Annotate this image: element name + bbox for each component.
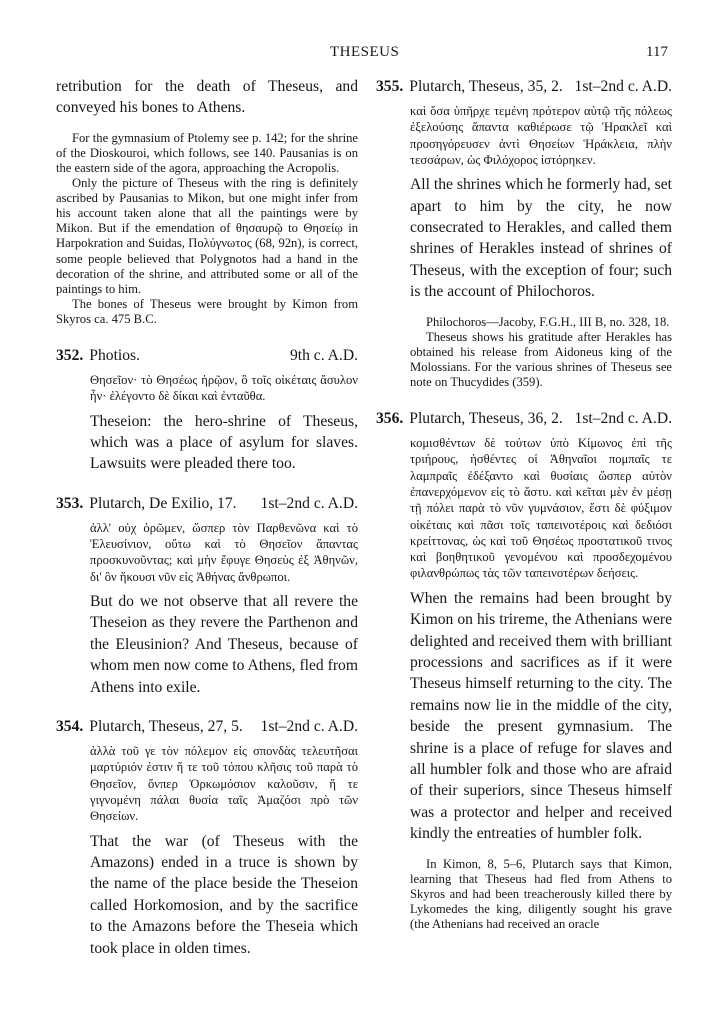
entry-number: 356.	[376, 410, 404, 428]
entry-355-heading	[376, 76, 672, 97]
entry-date: 1st–2nd c. A.D.	[574, 410, 672, 428]
entry-source: Plutarch, Theseus, 27, 5.	[89, 718, 243, 736]
intro-text: retribution for the death of Theseus, and conveyed his bones to Athens.	[56, 78, 358, 117]
entry-source: Plutarch, Theseus, 36, 2.	[409, 410, 563, 428]
page-number: 117	[646, 44, 668, 60]
entry-354-translation: That the war (of Theseus with the Amazons) ended in a truce is shown by the name of the place beside the Theseion called Horkomosion, and by the sacrifice to the Amazons before the Theseia which took place in olden times.	[90, 832, 358, 957]
entry-number: 355.	[376, 78, 404, 95]
note-kimon: In Kimon, 8, 5–6, Plutarch says that Kimon, learning that Theseus had fled from Athens to Skyros and had been treacherously killed there by Lykomedes the king, diligently sought his grave (the Athenians had received an oracle	[410, 856, 672, 932]
running-title: THESEUS	[330, 44, 400, 60]
entry-date: 1st–2nd c. A.D.	[260, 494, 358, 512]
entry-date: 1st–2nd c. A.D.	[260, 718, 358, 736]
entry-353-heading	[56, 493, 358, 514]
entry-356-greek: κομισθέντων δὲ τούτων ὑπὸ Κίμωνος ἐπὶ τῆς τριήρους, ἡσθέντες οἱ Ἀθηναῖοι πομπαῖς τε λαμπραῖς ἐδέξαντο καὶ θυσίαις ὥσπερ αὐτὸν ἐπανερχόμενον εἰς τὸ ἄστυ. καὶ κεῖται μὲν ἐν μέσῃ τῇ πόλει παρὰ τὸ νῦν γυμνάσιον, ἔστι δὲ φύξιμον οἰκέταις καὶ πᾶσι τοῖς ταπεινοτέροις καὶ δεδιόσι κρείττονας, ὡς καὶ τοῦ Θησέως προστατικοῦ τινος καὶ βοηθητικοῦ γενομένου καὶ προσδεχομένου φιλανθρώπως τὰς τῶν ταπεινοτέρων δεήσεις.	[410, 436, 672, 581]
entry-352-translation: Theseion: the hero-shrine of Theseus, which was a place of asylum for slaves. Lawsuits were pleaded there too.	[90, 412, 358, 473]
page-header	[0, 44, 725, 64]
right-column	[376, 76, 672, 932]
note-paintings: Only the picture of Theseus with the ring is definitely ascribed by Pausanias to Mikon, but one might infer from his account taken alone that all the paintings were by Mikon. But if the emendation of θησαυρῷ to Θησείῳ in Harpokration and Suidas, Πολύγνωτος (68, 92n), is correct, some people believed that Polygnotos had a hand in the decoration of the shrine, and attributed some or all of the paintings to him.	[56, 176, 358, 296]
note-bones: The bones of Theseus were brought by Kimon from Skyros ca. 475 B.C.	[56, 296, 358, 326]
entry-352-heading	[56, 345, 358, 366]
entry-354-greek: ἀλλὰ τοῦ γε τὸν πόλεμον εἰς σπονδὰς τελευτῆσαι μαρτύριόν ἐστιν ἥ τε τοῦ τόπου κλῆσις τοῦ παρὰ τὸ Θησεῖον, ὅνπερ Ὁρκωμόσιον καλοῦσιν, ἥ τε γιγνομένη πάλαι θυσία ταῖς Ἀμαζόσι πρὸ τῶν Θησείων.	[90, 744, 358, 824]
entry-number: 352.	[56, 347, 84, 365]
entry-353-greek: ἀλλ' οὐχ ὁρῶμεν, ὥσπερ τὸν Παρθενῶνα καὶ τὸ Ἐλευσίνιον, οὕτω καὶ τὸ Θησεῖον ἅπαντας προσκυνοῦντας; καὶ μὴν ἔφυγε Θησεὺς ἐξ Ἀθηνῶν, δι' ὃν ἥκουσι νῦν εἰς Ἀθήνας ἄνθρωποι.	[90, 520, 358, 584]
entry-date: 9th c. A.D.	[289, 347, 358, 365]
entry-353-translation: But do we not observe that all revere the Theseion as they revere the Parthenon and the Eleusinion? And Theseus, because of whom men now come to Athens, fled from Athens into exile.	[90, 593, 358, 696]
entry-352-greek: Θησεῖον· τὸ Θησέως ἡρῷον, ὃ τοῖς οἰκέταις ἄσυλον ἦν· ἐλέγοντο δὲ δίκαι καὶ ἐνταῦθα.	[90, 373, 358, 404]
entry-date: 1st–2nd c. A.D.	[574, 78, 672, 95]
entry-number: 353.	[56, 494, 84, 512]
entry-source: Photios.	[89, 347, 140, 365]
note-philochoros: Philochoros—Jacoby, F.G.H., III B, no. 328, 18.	[426, 314, 670, 329]
note-gymnasium: For the gymnasium of Ptolemy see p. 142; for the shrine of the Dioskouroi, which follows, see 140. Pausanias is on the eastern side of the agora, approaching the Acropolis.	[56, 130, 358, 175]
entry-356-heading	[376, 408, 672, 429]
entry-354-heading	[56, 716, 358, 737]
entry-number: 354.	[56, 718, 84, 736]
entry-source: Plutarch, Theseus, 35, 2.	[409, 78, 563, 95]
entry-source: Plutarch, De Exilio, 17.	[89, 494, 237, 512]
entry-355-translation: All the shrines which he formerly had, set apart to him by the city, he now consecrated to Herakles, and called them shrines of Herakles instead of shrines of Theseus, with the exception of four; such is the account of Philochoros.	[410, 176, 672, 301]
entry-356-translation: When the remains had been brought by Kimon on his trireme, the Athenians were delighted and received them with brilliant processions and sacrifices as if it were Theseus himself returning to the city. The remains now lie in the middle of the city, beside the present gymnasium. The shrine is a place of refuge for slaves and all humbler folk and those who are afraid of their superiors, since Theseus himself was a protector and helper and received kindly the entreaties of humbler folk.	[410, 589, 672, 843]
left-column	[56, 76, 358, 959]
note-gratitude: Theseus shows his gratitude after Herakles has obtained his release from Aidoneus king of the Molossians. For the various shrines of Theseus see note on Thucydides (359).	[410, 329, 672, 389]
entry-355-greek: καὶ ὅσα ὑπῆρχε τεμένη πρότερον αὐτῷ τῆς πόλεως ἐξελούσης ἅπαντα καθιέρωσε τῷ Ἡρακλεῖ καὶ προσηγόρευσεν ἀντὶ Θησείων Ἡράκλεια, πλὴν τεσσάρων, ὡς Φιλόχορος ἱστόρηκεν.	[410, 104, 672, 167]
